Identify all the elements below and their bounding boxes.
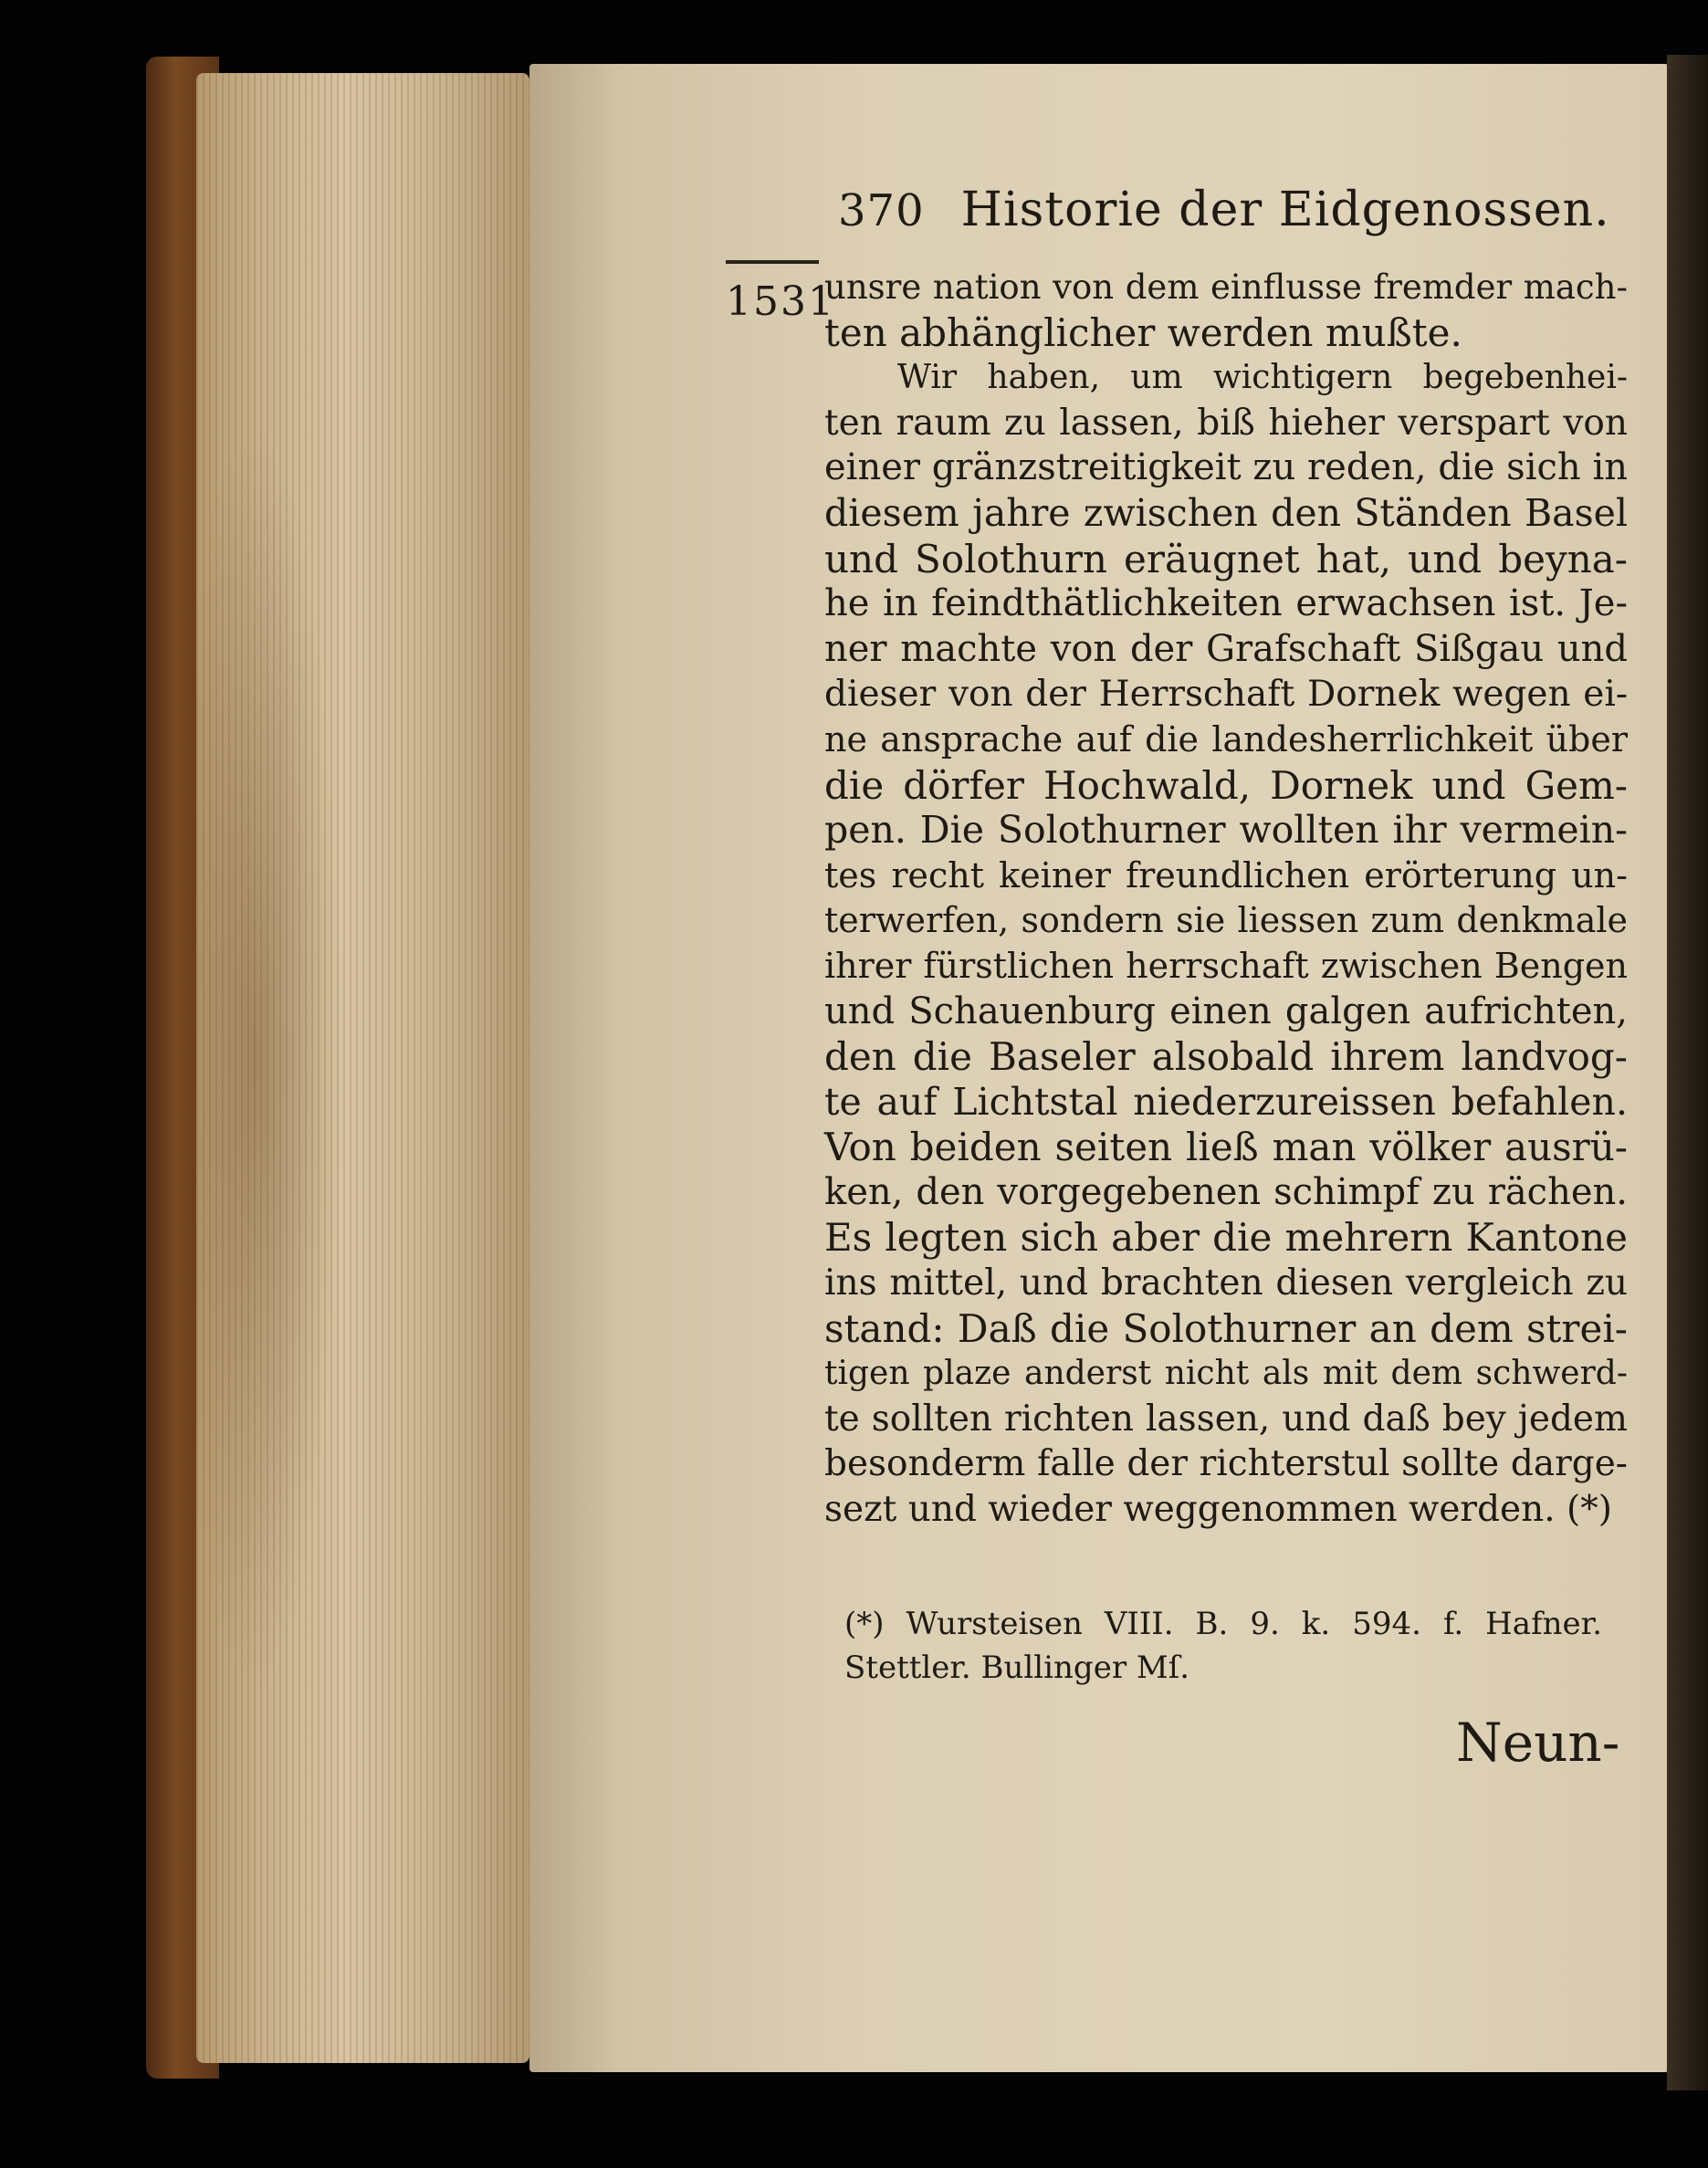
text-line: Es legten sich aber die mehrern Kantone bbox=[824, 1215, 1628, 1261]
text-line: diesem jahre zwischen den Ständen Basel bbox=[824, 490, 1628, 535]
margin-rule bbox=[726, 260, 819, 264]
text-line: die dörfer Hochwald, Dornek und Gem- bbox=[824, 762, 1628, 808]
text-line: pen. Die Solothurner wollten ihr vermein- bbox=[824, 808, 1628, 853]
text-line: ihrer fürstlichen herrschaft zwischen Bengen bbox=[824, 945, 1628, 986]
text-line: ten abhänglicher werden mußte. bbox=[824, 309, 1462, 355]
text-line: te auf Lichtstal niederzureissen befahlen. bbox=[824, 1079, 1628, 1124]
text-line: ken, den vorgegebenen schimpf zu rächen. bbox=[824, 1170, 1628, 1213]
footnote-line: (*) Wursteisen VIII. B. 9. k. 594. f. Hafner. bbox=[844, 1606, 1602, 1642]
text-line: einer gränzstreitigkeit zu reden, die sich in bbox=[824, 446, 1628, 489]
running-header bbox=[838, 183, 1610, 237]
body-text bbox=[824, 265, 1628, 1533]
footnote bbox=[844, 1602, 1602, 1690]
page-edges bbox=[196, 73, 529, 2063]
text-line: besonderm falle der richterstul sollte darge- bbox=[824, 1443, 1628, 1485]
text-line: Von beiden seiten ließ man völker ausrü- bbox=[824, 1125, 1628, 1170]
text-line: tigen plaze anderst nicht als mit dem schwerd- bbox=[824, 1355, 1628, 1393]
text-line: sezt und wieder weggenommen werden. (*) bbox=[824, 1489, 1612, 1531]
text-line: terwerfen, sondern sie liessen zum denkmale bbox=[824, 900, 1628, 941]
text-line: und Schauenburg einen galgen aufrichten, bbox=[824, 990, 1628, 1032]
page-edge-lines bbox=[196, 73, 529, 2063]
text-line: dieser von der Herrschaft Dornek wegen ei- bbox=[824, 674, 1628, 716]
text-line: tes recht keiner freundlichen erörterung un- bbox=[824, 854, 1628, 895]
margin-year: 1531 bbox=[726, 278, 835, 325]
text-line: den die Baseler alsobald ihrem landvog- bbox=[824, 1034, 1628, 1080]
text-line: und Solothurn eräugnet hat, und beyna- bbox=[824, 536, 1628, 581]
text-line: stand: Daß die Solothurner an dem strei- bbox=[824, 1305, 1628, 1351]
page-number: 370 bbox=[838, 185, 925, 236]
text-line: Wir haben, um wichtigern begebenhei- bbox=[897, 359, 1628, 397]
text-line: te sollten richten lassen, und daß bey jedem bbox=[824, 1398, 1628, 1440]
text-line: unsre nation von dem einflusse fremder mach- bbox=[824, 267, 1628, 307]
text-line: ins mittel, und brachten diesen vergleich zu bbox=[824, 1262, 1628, 1304]
text-line: ner machte von der Grafschaft Sißgau und bbox=[824, 627, 1628, 670]
catchword: Neun- bbox=[1456, 1712, 1620, 1774]
footnote-line: Stettler. Bullinger Mſ. bbox=[844, 1650, 1190, 1686]
text-line: ten raum zu lassen, biß hieher verspart von bbox=[824, 402, 1628, 444]
facing-page-edge bbox=[1667, 55, 1708, 2090]
text-line: he in feindthätlichkeiten erwachsen ist. Je- bbox=[824, 582, 1628, 625]
running-title: Historie der Eidgenossen. bbox=[960, 183, 1610, 237]
text-line: ne ansprache auf die landesherrlichkeit über bbox=[824, 718, 1628, 759]
